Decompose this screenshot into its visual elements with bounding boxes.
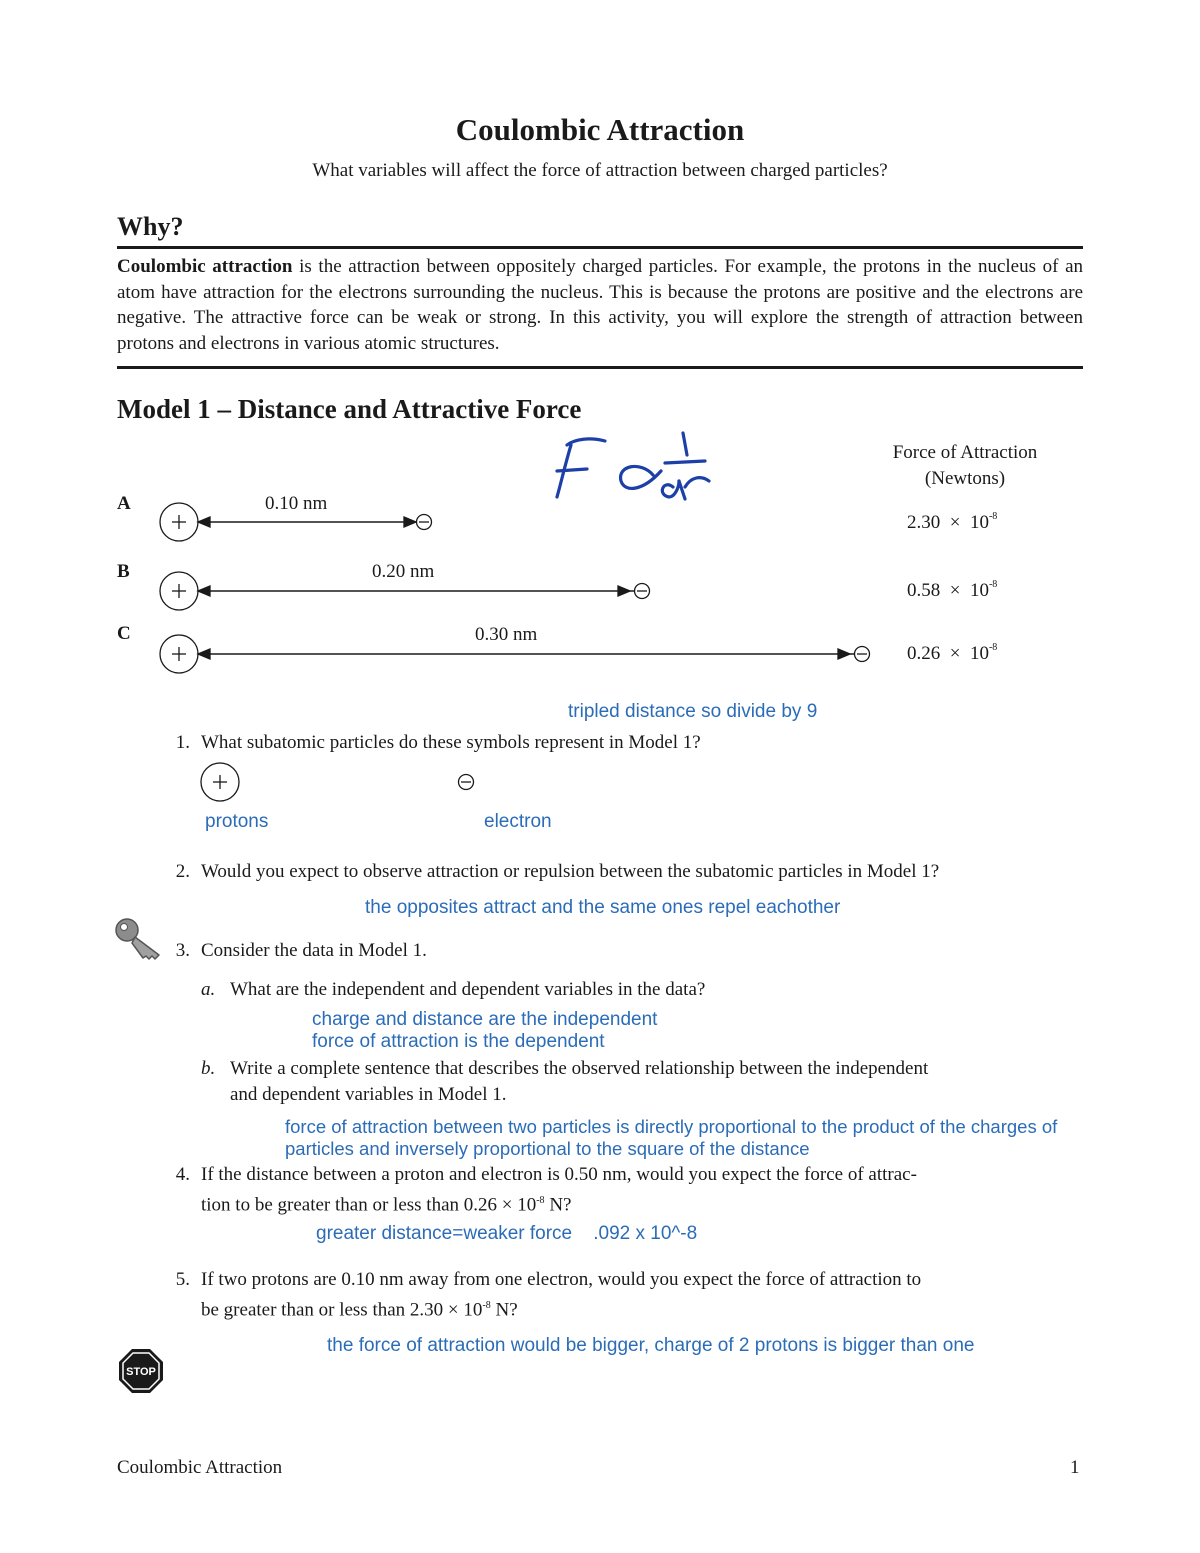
row-a-distance: 0.10 nm — [265, 493, 328, 514]
row-c-force — [907, 643, 997, 665]
row-a-ten: 10 — [969, 512, 989, 533]
q5-exponent: -8 — [482, 1300, 491, 1311]
why-term: Coulombic attraction — [117, 256, 293, 277]
q3a-letter: a. — [201, 979, 216, 1000]
q5-line2 — [201, 1293, 518, 1323]
stop-sign-icon — [117, 1347, 165, 1395]
stop-sign-text: STOP — [126, 1366, 156, 1378]
q4-number: 4. — [175, 1164, 190, 1185]
annotation-q3b-line2: particles and inversely proportional to the square of the distance — [285, 1138, 810, 1159]
annotation-q3a-line2: force of attraction is the dependent — [312, 1031, 605, 1052]
why-heading: Why? — [117, 212, 184, 241]
row-c-distance: 0.30 nm — [475, 624, 538, 645]
row-b-arrow-left — [198, 586, 210, 596]
q2-text: Would you expect to observe attraction or repulsion between the subatomic particles in Model 1? — [201, 861, 940, 882]
annotation-q4: greater distance=weaker force .092 x 10^-8 — [316, 1223, 698, 1244]
divider-top — [117, 246, 1083, 249]
formula-one — [683, 433, 687, 455]
row-c-force-mantissa: 0.26 — [907, 643, 941, 664]
row-b-exponent: -8 — [988, 578, 998, 590]
formula-f-top — [567, 439, 605, 445]
force-header-line2: (Newtons) — [924, 468, 1006, 489]
row-a-exponent: -8 — [988, 510, 998, 522]
footer-title: Coulombic Attraction — [117, 1457, 283, 1478]
q4-line2-end: N? — [544, 1194, 572, 1216]
row-c-diagram — [160, 635, 870, 673]
formula-f-bar — [557, 469, 587, 471]
row-b-force — [907, 580, 997, 602]
force-header-line1: Force of Attraction — [892, 442, 1038, 463]
footer-page-number: 1 — [1070, 1457, 1080, 1478]
divider-bottom — [117, 366, 1083, 369]
q4-line2-start: tion to be greater than or less than 0.26 × 10 — [201, 1194, 537, 1216]
q3a-text: What are the independent and dependent variables in the data? — [230, 979, 706, 1000]
why-paragraph — [117, 254, 1083, 356]
q1-text: What subatomic particles do these symbols represent in Model 1? — [201, 732, 701, 753]
q5-number: 5. — [175, 1269, 190, 1290]
annotation-electron: electron — [484, 811, 552, 832]
q5-line2-start: be greater than or less than 2.30 × 10 — [201, 1299, 483, 1321]
row-a-arrow-right — [404, 517, 416, 527]
key-icon — [113, 915, 165, 961]
row-c-ten: 10 — [969, 643, 989, 664]
page-title: Coulombic Attraction — [455, 112, 745, 147]
q4-line2 — [201, 1188, 571, 1218]
formula-fraction-bar — [665, 461, 705, 463]
annotation-protons: protons — [205, 811, 269, 832]
q3-number: 3. — [175, 940, 190, 961]
q5-line2-end: N? — [490, 1299, 518, 1321]
distance-diagram — [150, 495, 880, 685]
q4-line1: If the distance between a proton and electron is 0.50 nm, would you expect the force of attrac- — [201, 1164, 917, 1185]
formula-r-arm — [685, 478, 709, 487]
row-b-distance: 0.20 nm — [372, 561, 435, 582]
row-c-label: C — [117, 623, 131, 644]
q3-text: Consider the data in Model 1. — [201, 940, 427, 961]
annotation-q5: the force of attraction would be bigger, charge of 2 protons is bigger than one — [327, 1335, 975, 1356]
row-c-arrow-right — [838, 649, 850, 659]
q2-number: 2. — [175, 861, 190, 882]
q4-exponent: -8 — [536, 1195, 545, 1206]
row-b-diagram — [160, 572, 650, 610]
why-body: is the attraction between oppositely charged particles. For example, the protons in the nucleus of an atom have attraction for the electrons surrounding the nucleus. This is because the protons are positive and the electrons are negative. The attractive force can be weak or strong. In this activity, you will explore the strength of attraction between protons and electrons in various atomic structures. — [117, 256, 1083, 354]
row-b-arrow-right — [618, 586, 630, 596]
row-c-arrow-left — [198, 649, 210, 659]
annotation-q2: the opposites attract and the same ones repel eachother — [365, 897, 841, 918]
row-a-label: A — [117, 493, 131, 514]
q3b-line1: Write a complete sentence that describes the observed relationship between the independent — [230, 1058, 929, 1079]
q1-symbols — [198, 760, 488, 804]
row-b-times: × — [949, 580, 961, 601]
annotation-tripled: tripled distance so divide by 9 — [568, 701, 818, 722]
row-c-times: × — [949, 643, 961, 664]
model1-heading: Model 1 – Distance and Attractive Force — [117, 394, 582, 424]
row-b-label: B — [117, 561, 130, 582]
annotation-q3b-line1: force of attraction between two particles is directly proportional to the product of the charges of — [285, 1116, 1058, 1137]
q5-line1: If two protons are 0.10 nm away from one electron, would you expect the force of attraction to — [201, 1269, 922, 1290]
formula-proportional — [621, 466, 661, 488]
q3b-line2: and dependent variables in Model 1. — [230, 1084, 507, 1105]
row-b-force-mantissa: 0.58 — [907, 580, 941, 601]
row-b-ten: 10 — [969, 580, 989, 601]
row-a-diagram — [160, 503, 432, 541]
annotation-q3a-line1: charge and distance are the independent — [312, 1009, 658, 1030]
row-c-exponent: -8 — [988, 641, 998, 653]
row-a-force — [907, 512, 997, 534]
row-a-arrow-left — [198, 517, 210, 527]
row-a-times: × — [949, 512, 961, 533]
q3b-letter: b. — [201, 1058, 216, 1079]
row-a-force-mantissa: 2.30 — [907, 512, 941, 533]
q1-number: 1. — [175, 732, 190, 753]
force-header — [865, 440, 1065, 492]
page-subtitle: What variables will affect the force of attraction between charged particles? — [312, 160, 888, 181]
